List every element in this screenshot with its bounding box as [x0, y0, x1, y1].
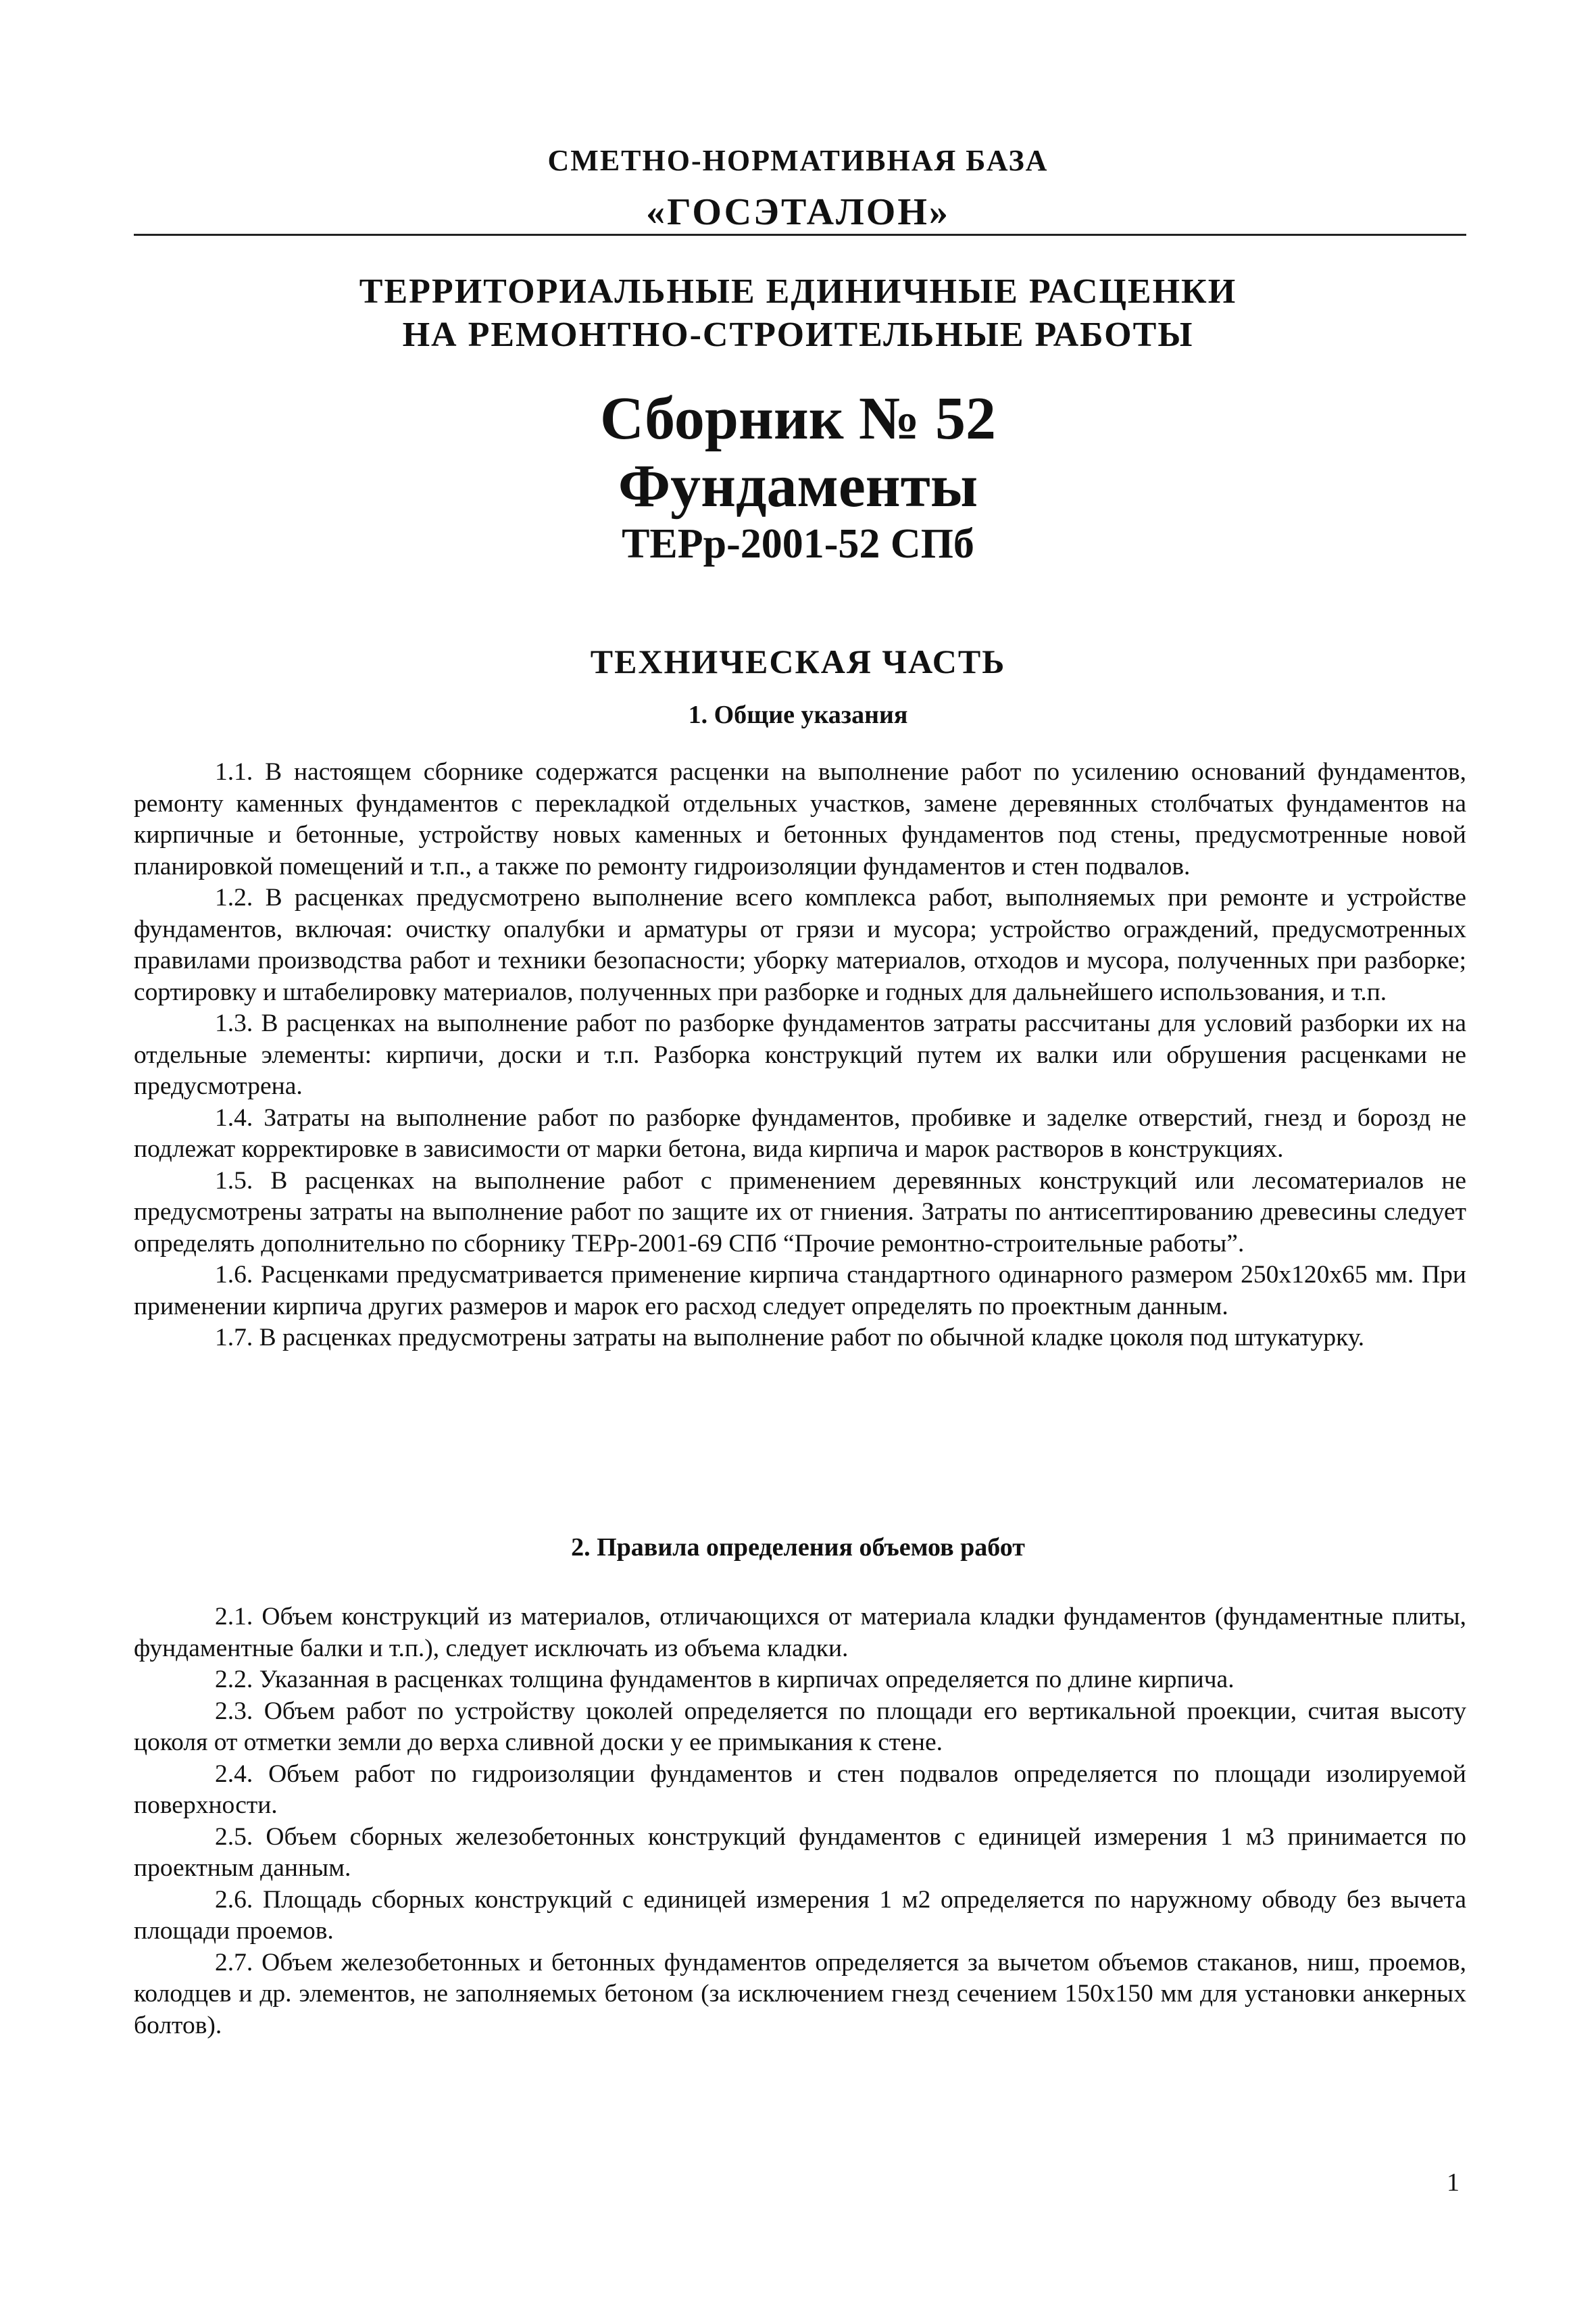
paragraph-1-4: 1.4. Затраты на выполнение работ по разборке фундаментов, пробивке и заделке отверстий, гнезд и борозд не подлежат корректировке в зависимости от марки бетона, вида кирпича и марок растворов в конструкциях. [134, 1103, 1466, 1163]
paragraph-2-1: 2.1. Объем конструкций из материалов, отличающихся от материала кладки фундаментов (фундаментные плиты, фундаментные балки и т.п.), следует исключать из объема кладки. [134, 1603, 1466, 1662]
paragraph-1-1: 1.1. В настоящем сборнике содержатся расценки на выполнение работ по усилению оснований фундаментов, ремонту каменных фундаментов с перекладкой отдельных участков, замене деревянных столбчатых фундаментов на кирпичные и бетонные, устройству новых каменных и бетонных фундаментов под стены, предусмотренные новой планировкой помещений и т.п., а также по ремонту гидроизоляции фундаментов и стен подвалов. [134, 758, 1466, 880]
paragraph-2-6: 2.6. Площадь сборных конструкций с единицей измерения 1 м2 определяется по наружному обводу без вычета площади проемов. [134, 1885, 1466, 1945]
section-2-heading: 2. Правила определения объемов работ [571, 1533, 1025, 1562]
collection-number: Сборник № 52 [600, 385, 996, 452]
paragraph-2-3: 2.3. Объем работ по устройству цоколей определяется по площади его вертикальной проекции, считая высоту цоколя от отметки земли до верха сливной доски у ее примыкания к стене. [134, 1697, 1466, 1756]
collection-subject: Фундаменты [618, 453, 978, 520]
header-divider [134, 234, 1466, 236]
header-line-1: СМЕТНО-НОРМАТИВНАЯ БАЗА [547, 144, 1049, 177]
section-1-body [134, 757, 1466, 1354]
title-line-1: ТЕРРИТОРИАЛЬНЫЕ ЕДИНИЧНЫЕ РАСЦЕНКИ [359, 272, 1237, 311]
section-1-heading: 1. Общие указания [688, 701, 908, 729]
paragraph-1-6: 1.6. Расценками предусматривается применение кирпича стандартного одинарного размером 250x120x65 мм. При применении кирпича других размеров и марок его расход следует определять по проектным данным. [134, 1261, 1466, 1320]
paragraph-2-4: 2.4. Объем работ по гидроизоляции фундаментов и стен подвалов определяется по площади изолируемой поверхности. [134, 1760, 1466, 1819]
document-code: ТЕРр-2001-52 СПб [622, 521, 974, 567]
paragraph-1-2: 1.2. В расценках предусмотрено выполнение всего комплекса работ, выполняемых при ремонте и устройстве фундаментов, включая: очистку опалубки и арматуры от грязи и мусора; устройство ограждений, предусмотренных правилами производства работ и техники безопасности; уборку материалов, отходов и мусора, полученных при разборке; сортировку и штабелировку материалов, полученных при разборке и годных для дальнейшего использования, и т.п. [134, 884, 1466, 1006]
page-number: 1 [1447, 2168, 1460, 2197]
paragraph-2-7: 2.7. Объем железобетонных и бетонных фундаментов определяется за вычетом объемов стаканов, ниш, проемов, колодцев и др. элементов, не заполняемых бетоном (за исключением гнезд сечением 150x150 мм для установки анкерных болтов). [134, 1948, 1466, 2039]
paragraph-1-3: 1.3. В расценках на выполнение работ по разборке фундаментов затраты рассчитаны для условий разборки их на отдельные элементы: кирпичи, доски и т.п. Разборка конструкций путем их валки или обрушения расценками не предусмотрена. [134, 1010, 1466, 1100]
section-2-body [134, 1601, 1466, 2041]
paragraph-2-2: 2.2. Указанная в расценках толщина фундаментов в кирпичах определяется по длине кирпича. [215, 1666, 1235, 1693]
paragraph-1-7: 1.7. В расценках предусмотрены затраты на выполнение работ по обычной кладке цоколя под штукатурку. [215, 1324, 1365, 1351]
technical-part-heading: ТЕХНИЧЕСКАЯ ЧАСТЬ [590, 643, 1006, 680]
header-line-2: «ГОСЭТАЛОН» [646, 191, 950, 233]
paragraph-1-5: 1.5. В расценках на выполнение работ с применением деревянных конструкций или лесоматериалов не предусмотрены затраты на выполнение работ по защите их от гниения. Затраты по антисептированию древесины следует определять дополнительно по сборнику ТЕРр-2001-69 СПб “Прочие ремонтно-строительные работы”. [134, 1166, 1466, 1258]
title-line-2: НА РЕМОНТНО-СТРОИТЕЛЬНЫЕ РАБОТЫ [402, 316, 1194, 354]
paragraph-2-5: 2.5. Объем сборных железобетонных конструкций фундаментов с единицей измерения 1 м3 принимается по проектным данным. [134, 1822, 1466, 1882]
